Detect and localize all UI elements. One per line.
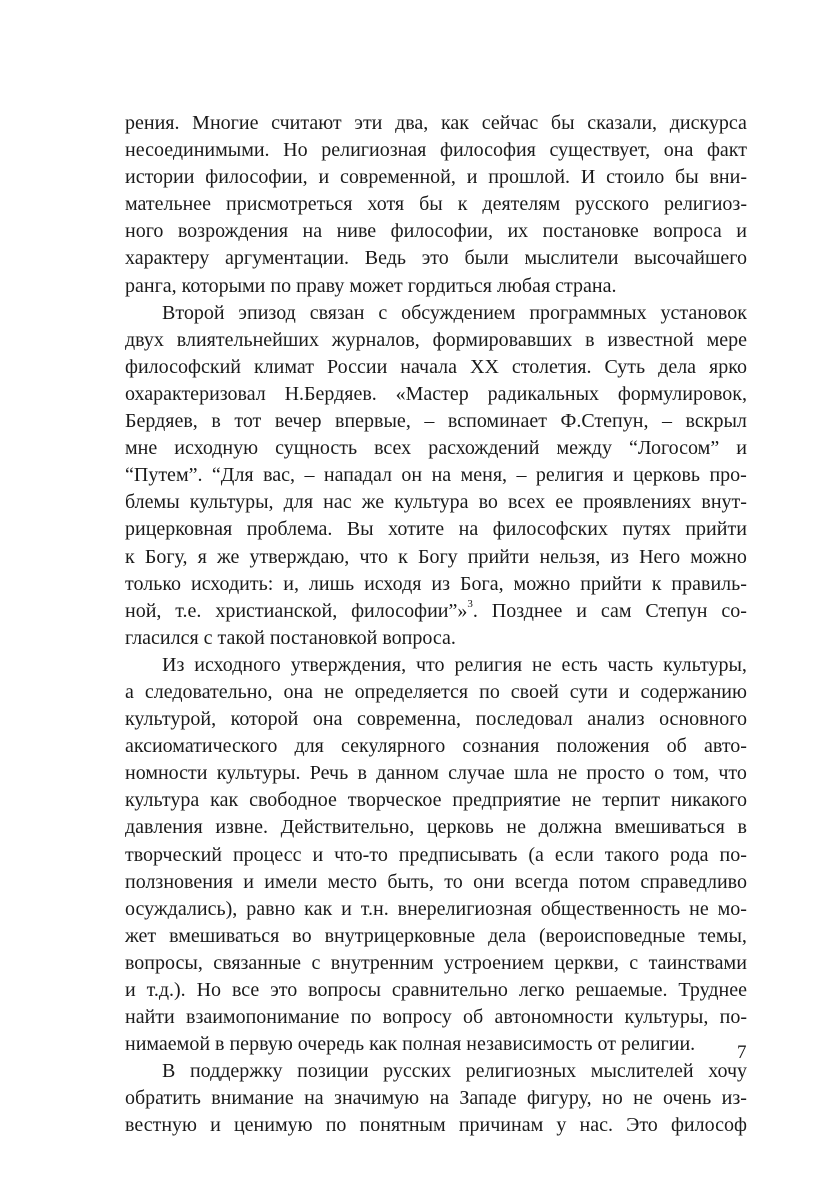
text-line: рения. Многие считают эти два, как сейчас бы сказали, дискурса: [125, 112, 747, 134]
paragraph-4: [125, 1058, 747, 1139]
text-line: культурой, которой она современна, последовал анализ основного: [125, 708, 747, 731]
text-line: вопросы, связанные с внутренним устроением церкви, с таинствами: [125, 951, 747, 974]
text-line: аксиоматического для секулярного сознания положения об авто-: [125, 735, 747, 758]
text-line: только исходить: и, лишь исходя из Бога, можно прийти к правиль-: [125, 572, 747, 595]
text-line: номности культуры. Речь в данном случае шла не просто о том, что: [125, 762, 747, 785]
text-line: найти взаимопонимание по вопросу об автономности культуры, по-: [125, 1006, 747, 1029]
text-line: ного возрождения на ниве философии, их постановке вопроса и: [125, 220, 747, 243]
text-line: ранга, которыми по праву может гордиться любая страна.: [125, 274, 617, 297]
text-line: культура как свободное творческое предприятие не терпит никакого: [125, 789, 747, 812]
body-text: [125, 110, 747, 1140]
paragraph-3: [125, 652, 747, 1058]
text-line: несоединимыми. Но религиозная философия существует, она факт: [125, 139, 747, 162]
text-line: и т.д.). Но все это вопросы сравнительно легко решаемые. Труднее: [125, 979, 747, 1001]
text-line: двух влиятельнейших журналов, формировавших в известной мере: [125, 328, 747, 351]
footnote-text-line: ной, т.е. христианской, философии”»$^3$. Позднее и сам Степун со-: [125, 598, 747, 622]
text-line: “Путем”. “Для вас, – нападал он на меня, – религия и церковь про-: [125, 464, 747, 487]
paragraph-2: [125, 300, 747, 652]
text-line: мательнее присмотреться хотя бы к деятелям русского религиоз-: [125, 193, 747, 216]
text-line: гласился с такой постановкой вопроса.: [125, 626, 456, 649]
text-line: творческий процесс и что-то предписывать (а если такого рода по-: [125, 843, 747, 866]
text-line: Второй эпизод связан с обсуждением программных установок: [162, 301, 747, 324]
text-line: осуждались), равно как и т.н. внерелигиозная общественность не мо-: [125, 897, 747, 920]
text-line: характеру аргументации. Ведь это были мыслители высочайшего: [125, 247, 747, 270]
text-line: жет вмешиваться во внутрицерковные дела (вероисповедные темы,: [125, 924, 747, 947]
text-line: вестную и ценимую по понятным причинам у нас. Это философ: [125, 1114, 747, 1137]
paragraph-1: [125, 110, 747, 300]
text-line: Бердяев, в тот вечер впервые, – вспоминает Ф.Степун, – вскрыл: [125, 410, 747, 433]
text-line: а следовательно, она не определяется по своей сути и содержанию: [125, 680, 747, 703]
page-number: 7: [737, 1042, 747, 1063]
text-line: давления извне. Действительно, церковь не должна вмешиваться в: [125, 816, 747, 839]
text-line: рицерковная проблема. Вы хотите на философских путях прийти: [125, 518, 747, 541]
text-line: к Богу, я же утверждаю, что к Богу прийти нельзя, из Него можно: [125, 545, 747, 568]
text-line: блемы культуры, для нас же культура во всех ее проявлениях внут-: [125, 491, 747, 514]
text-line: нимаемой в первую очередь как полная независимость от религии.: [125, 1033, 696, 1056]
text-line: В поддержку позиции русских религиозных мыслителей хочу: [162, 1060, 747, 1083]
text-line: Из исходного утверждения, что религия не есть часть культуры,: [162, 653, 747, 676]
text-line: истории философии, и современной, и прошлой. И стоило бы вни-: [125, 166, 747, 189]
text-line: философский климат России начала XX столетия. Суть дела ярко: [125, 355, 747, 378]
text-line: охарактеризовал Н.Бердяев. «Мастер радикальных формулировок,: [125, 382, 747, 405]
footnote-reference[interactable]: 3: [467, 598, 473, 611]
text-line: обратить внимание на значимую на Западе фигуру, но не очень из-: [125, 1087, 747, 1110]
text-line: мне исходную сущность всех расхождений между “Логосом” и: [125, 437, 747, 460]
text-line: ползновения и имели место быть, то они всегда потом справедливо: [125, 870, 747, 893]
